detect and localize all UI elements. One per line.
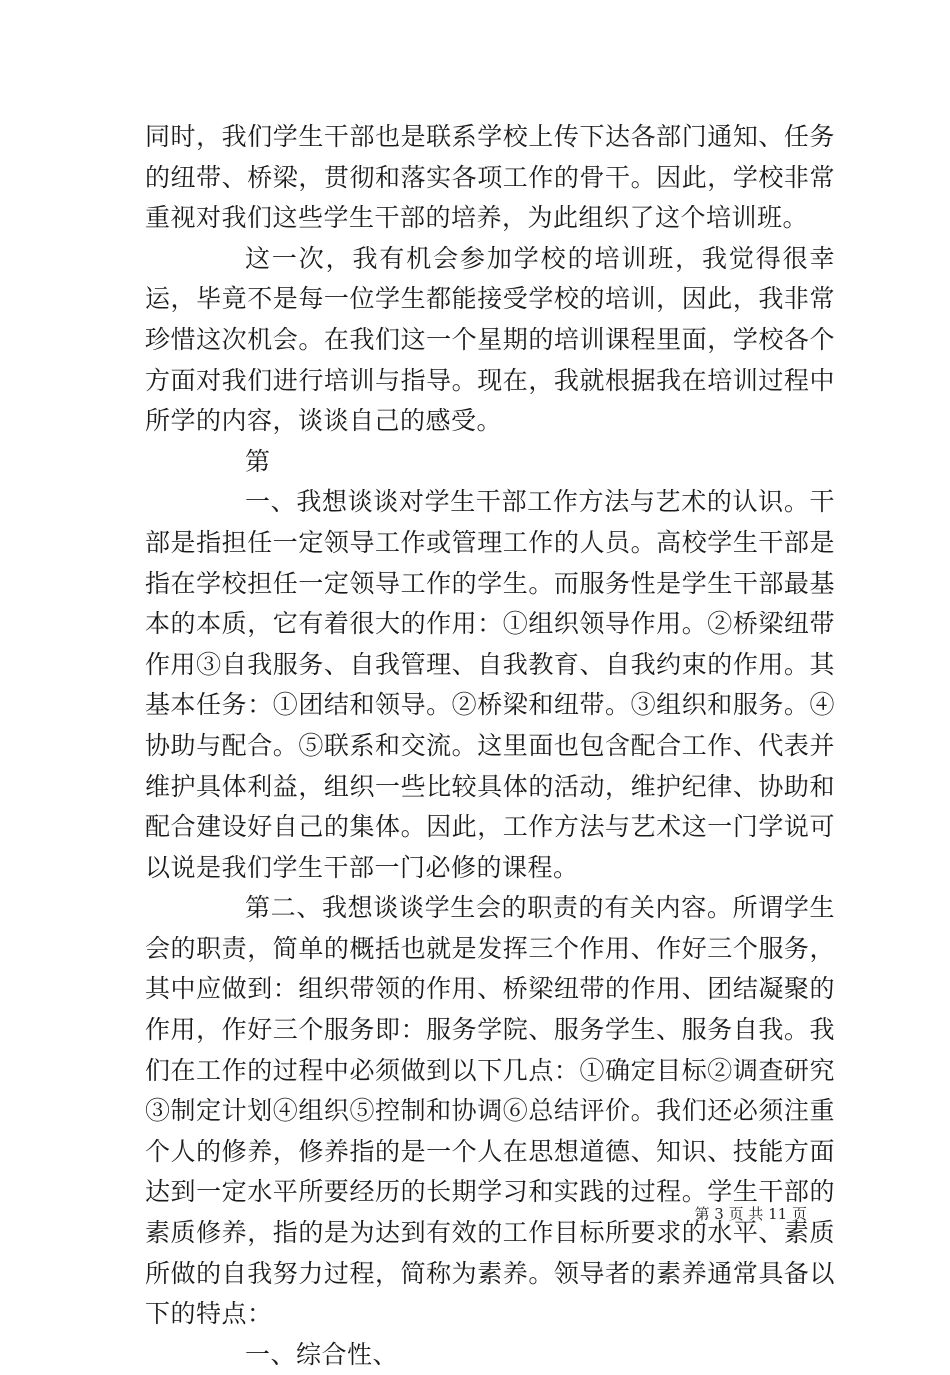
paragraph-3: 第 (245, 446, 271, 476)
paragraph-4: 一、我想谈谈对学生干部工作方法与艺术的认识。干部是指担任一定领导工作或管理工作的人员。高校学生干部是指在学校担任一定领导工作的学生。而服务性是学生干部最基本的本质，它有着很大的作用：①组织领导作用。②桥梁纽带作用③自我服务、自我管理、自我教育、自我约束的作用。其基本任务：①团结和领导。②桥梁和纽带。③组织和服务。④协助与配合。⑤联系和交流。这里面也包含配合工作、代表并维护具体利益，组织一些比较具体的活动，维护纪律、协助和配合建设好自己的集体。因此，工作方法与艺术这一门学说可以说是我们学生干部一门必修的课程。 (145, 487, 835, 882)
paragraph-5: 第二、我想谈谈学生会的职责的有关内容。所谓学生会的职责，简单的概括也就是发挥三个作用、作好三个服务，其中应做到：组织带领的作用、桥梁纽带的作用、团结凝聚的作用，作好三个服务即：服务学院、服务学生、服务自我。我们在工作的过程中必须做到以下几点：①确定目标②调查研究③制定计划④组织⑤控制和协调⑥总结评价。我们还必须注重个人的修养，修养指的是一个人在思想道德、知识、技能方面达到一定水平所要经历的长期学习和实践的过程。学生干部的素质修养，指的是为达到有效的工作目标所要求的水平、素质所做的自我努力过程，简称为素养。领导者的素养通常具备以下的特点： (145, 893, 835, 1329)
paragraph-2: 这一次，我有机会参加学校的培训班，我觉得很幸运，毕竟不是每一位学生都能接受学校的培训，因此，我非常珍惜这次机会。在我们这一个星期的培训课程里面，学校各个方面对我们进行培训与指导。现在，我就根据我在培训过程中所学的内容，谈谈自己的感受。 (145, 243, 835, 436)
paragraph-6: 一、综合性、 (245, 1339, 399, 1369)
page-number-footer: 第 3 页 共 11 页 (694, 1205, 807, 1223)
document-body (145, 117, 835, 1375)
paragraph-1: 同时，我们学生干部也是联系学校上传下达各部门通知、任务的纽带、桥梁，贯彻和落实各项工作的骨干。因此，学校非常重视对我们这些学生干部的培养，为此组织了这个培训班。 (145, 122, 835, 233)
